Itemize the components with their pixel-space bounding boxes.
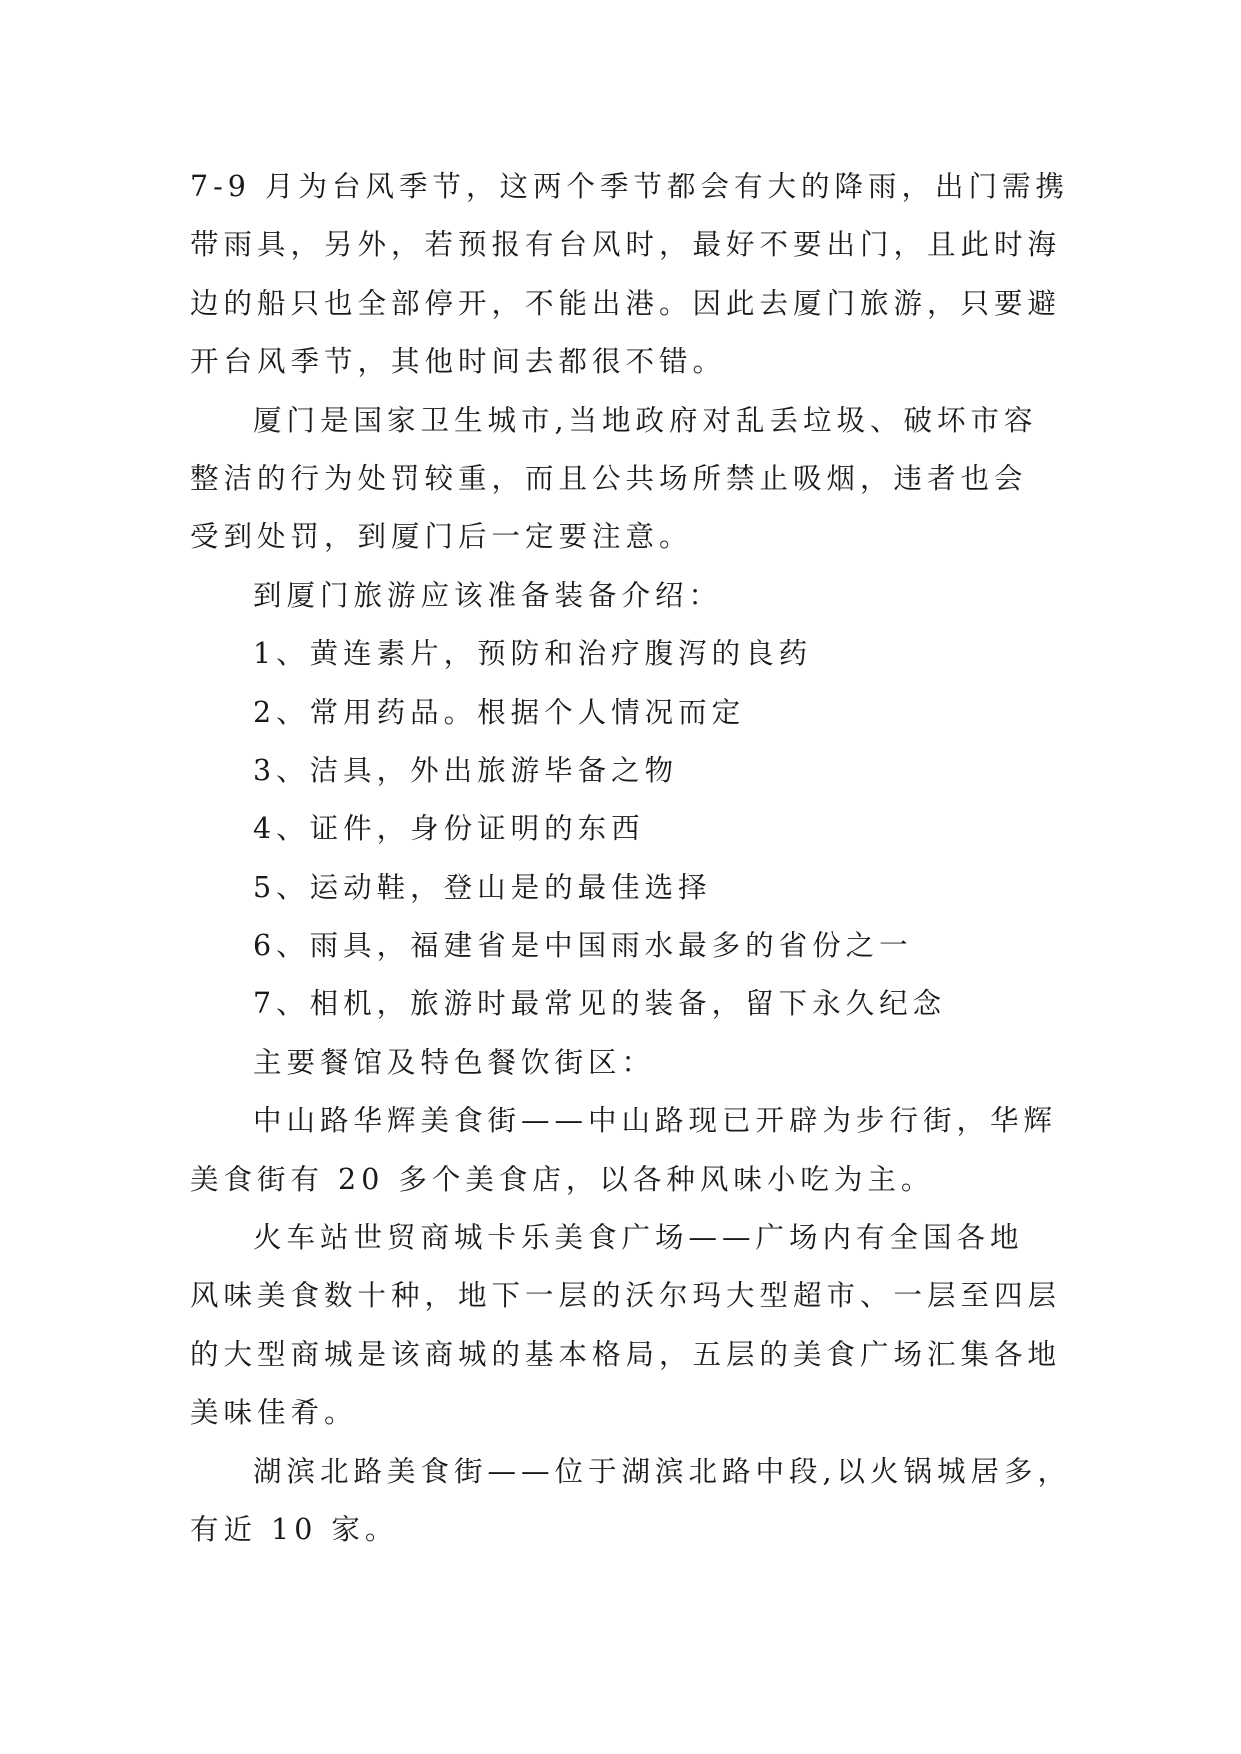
text-line: 带雨具，另外，若预报有台风时，最好不要出门，且此时海 <box>190 228 1062 262</box>
text-line: 风味美食数十种，地下一层的沃尔玛大型超市、一层至四层 <box>190 1279 1062 1313</box>
section-heading-line: 到厦门旅游应该准备装备介绍： <box>253 578 723 612</box>
document-body <box>190 158 1072 1559</box>
text-line: 整洁的行为处罚较重，而且公共场所禁止吸烟，违者也会 <box>190 461 1028 495</box>
text-line: 开台风季节，其他时间去都很不错。 <box>190 345 727 379</box>
text-line: 受到处罚，到厦门后一定要注意。 <box>190 520 693 554</box>
paragraph-start-line: 厦门是国家卫生城市,当地政府对乱丢垃圾、破坏市容 <box>253 403 1038 437</box>
list-item: 2、常用药品。根据个人情况而定 <box>253 695 746 729</box>
paragraph-start-line: 火车站世贸商城卡乐美食广场——广场内有全国各地 <box>253 1221 1024 1255</box>
list-item: 7、相机，旅游时最常见的装备，留下永久纪念 <box>253 987 947 1021</box>
list-item: 4、证件，身份证明的东西 <box>253 812 645 846</box>
text-line: 的大型商城是该商城的基本格局，五层的美食广场汇集各地 <box>190 1337 1062 1371</box>
text-line: 美食街有 20 多个美食店，以各种风味小吃为主。 <box>190 1162 935 1196</box>
list-item: 3、洁具，外出旅游毕备之物 <box>253 753 679 787</box>
list-item: 6、雨具，福建省是中国雨水最多的省份之一 <box>253 929 913 963</box>
text-line: 7-9 月为台风季节，这两个季节都会有大的降雨，出门需携 <box>190 170 1069 203</box>
section-heading-line: 主要餐馆及特色餐饮街区： <box>253 1045 656 1079</box>
text-line: 边的船只也全部停开，不能出港。因此去厦门旅游，只要避 <box>190 286 1062 320</box>
list-item: 1、黄连素片，预防和治疗腹泻的良药 <box>253 637 813 671</box>
paragraph-start-line: 湖滨北路美食街——位于湖滨北路中段,以火锅城居多， <box>253 1454 1072 1488</box>
text-line: 美味佳肴。 <box>190 1396 358 1430</box>
text-line: 有近 10 家。 <box>190 1512 399 1546</box>
paragraph-start-line: 中山路华辉美食街——中山路现已开辟为步行街，华辉 <box>253 1104 1058 1138</box>
list-item: 5、运动鞋，登山是的最佳选择 <box>253 870 712 904</box>
